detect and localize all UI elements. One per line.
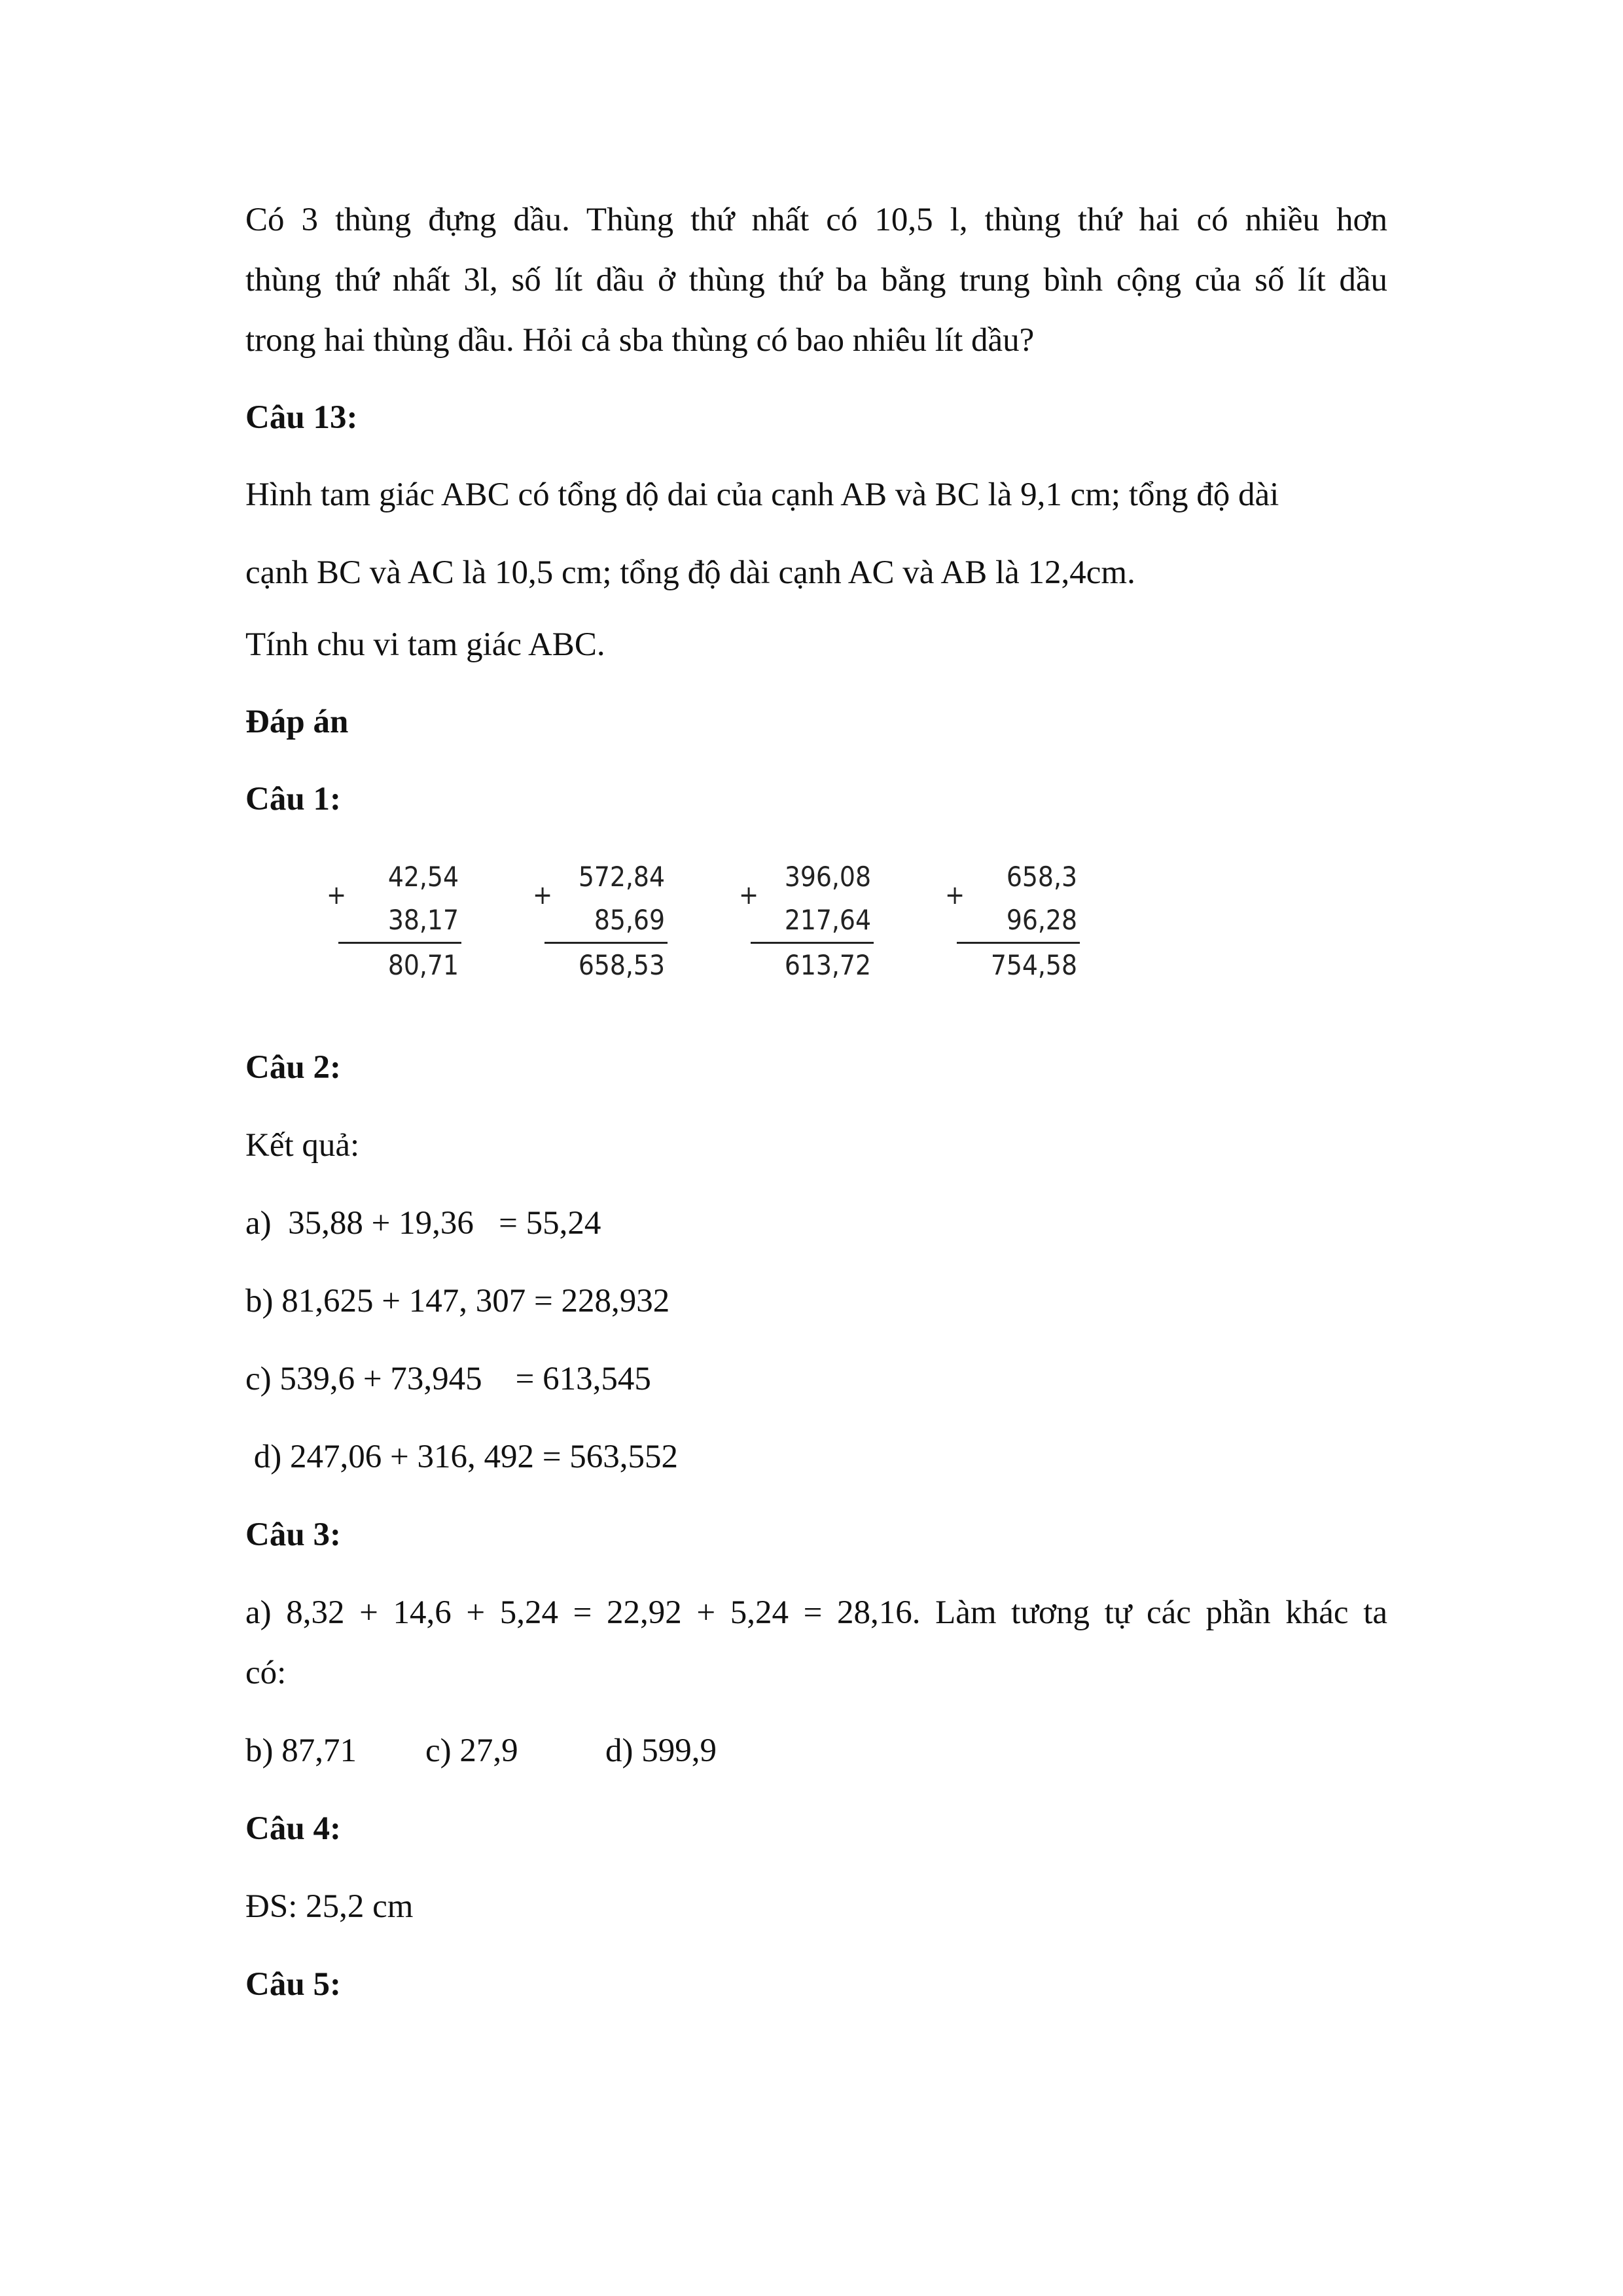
sum-result: 754,58 — [990, 949, 1077, 981]
q13-line-1: Hình tam giác ABC có tổng dộ dai của cạnh AB và BC là 9,1 cm; tổng độ dài — [245, 476, 1279, 513]
a2-part-d: d) 247,06 + 316, 492 = 563,552 — [245, 1439, 679, 1475]
q13-line-2: cạnh BC và AC là 10,5 cm; tổng độ dài cạnh AC và AB là 12,4cm. — [245, 554, 1135, 591]
answers-heading: Đáp án — [245, 704, 349, 740]
addition-columns — [245, 855, 1387, 1019]
sum-top: 42,54 — [387, 861, 459, 893]
a3-part-d: d) 599,9 — [605, 1732, 717, 1769]
a2-intro: Kết quả: — [245, 1127, 360, 1164]
a3-heading: Câu 3: — [245, 1516, 341, 1553]
a4-heading: Câu 4: — [245, 1810, 341, 1847]
a3-line-1: a) 8,32 + 14,6 + 5,24 = 22,92 + 5,24 = 28,16. Làm tương tự các phần khác ta — [245, 1594, 1387, 1631]
a3-part-c: c) 27,9 — [425, 1732, 518, 1769]
plus-sign: + — [533, 880, 553, 910]
sum-top: 658,3 — [1006, 861, 1077, 893]
a5-heading: Câu 5: — [245, 1966, 341, 2003]
sum-result: 613,72 — [784, 949, 871, 981]
sum-result: 658,53 — [578, 949, 665, 981]
plus-sign: + — [945, 880, 965, 910]
sum-bottom: 96,28 — [1006, 904, 1077, 936]
a2-part-b: b) 81,625 + 147, 307 = 228,932 — [245, 1283, 670, 1319]
sum-top: 396,08 — [784, 861, 871, 893]
a3-part-b: b) 87,71 — [245, 1732, 357, 1769]
problem-line-2: thùng thứ nhất 3l, số lít dầu ở thùng thứ ba bằng trung bình cộng của số lít dầu — [245, 262, 1387, 298]
a2-part-a: a) 35,88 + 19,36 = 55,24 — [245, 1205, 601, 1242]
problem-line-3: trong hai thùng dầu. Hỏi cả sba thùng có bao nhiêu lít dầu? — [245, 322, 1035, 359]
column-sum-1 — [327, 855, 461, 987]
plus-sign: + — [327, 880, 347, 910]
a2-part-c: c) 539,6 + 73,945 = 613,545 — [245, 1361, 651, 1397]
a2-heading: Câu 2: — [245, 1049, 341, 1086]
a3-results — [245, 1721, 1387, 1781]
a1-heading: Câu 1: — [245, 781, 341, 817]
a4-answer: ĐS: 25,2 cm — [245, 1888, 414, 1925]
sum-result: 80,71 — [387, 949, 459, 981]
document-body — [245, 190, 1387, 2015]
q13-heading: Câu 13: — [245, 399, 358, 436]
column-sum-3 — [739, 855, 874, 987]
q13-line-3: Tính chu vi tam giác ABC. — [245, 626, 605, 663]
column-sum-4 — [945, 855, 1080, 987]
a3-line-2: có: — [245, 1655, 287, 1691]
sum-bottom: 38,17 — [387, 904, 459, 936]
plus-sign: + — [739, 880, 759, 910]
problem-line-1: Có 3 thùng đựng dầu. Thùng thứ nhất có 10,5 l, thùng thứ hai có nhiều hơn — [245, 202, 1387, 238]
sum-top: 572,84 — [578, 861, 665, 893]
sum-bottom: 217,64 — [784, 904, 871, 936]
sum-bottom: 85,69 — [594, 904, 665, 936]
column-sum-2 — [533, 855, 668, 987]
